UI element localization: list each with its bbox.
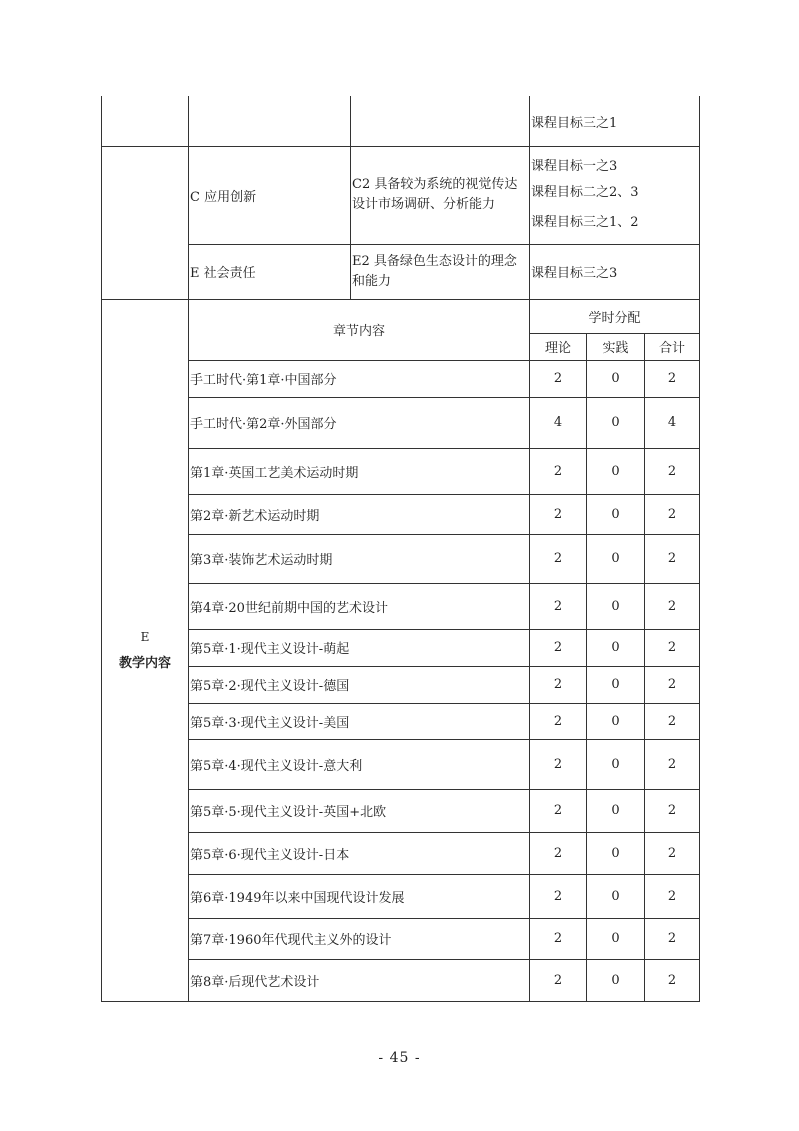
theory-header: 理论	[530, 333, 587, 360]
chapter-name: 第8章·后现代艺术设计	[189, 959, 530, 1001]
total-hours: 2	[645, 789, 700, 832]
target-item: 课程目标三之1	[531, 115, 618, 131]
table-row	[102, 832, 700, 874]
theory-hours: 2	[530, 494, 587, 534]
table-row	[102, 666, 700, 703]
ability-cell: E 社会责任	[189, 244, 351, 299]
requirement-cell	[351, 146, 530, 244]
target-item: 课程目标三之1、2	[531, 215, 639, 230]
table-row	[102, 629, 700, 666]
total-hours: 2	[645, 360, 700, 397]
requirement-cell	[351, 244, 530, 299]
practice-hours: 0	[587, 534, 645, 583]
target-item: 课程目标三之3	[531, 266, 618, 281]
section-label-cell	[102, 299, 189, 1001]
objective-row	[102, 96, 700, 146]
targets-cell	[530, 146, 700, 244]
table-row	[102, 397, 700, 448]
table-row	[102, 874, 700, 918]
total-hours: 4	[645, 397, 700, 448]
header-row	[102, 299, 700, 333]
chapter-header: 章节内容	[189, 299, 530, 360]
theory-hours: 2	[530, 918, 587, 959]
ability-cell: C 应用创新	[189, 146, 351, 244]
blank-cell	[102, 146, 189, 244]
practice-hours: 0	[587, 959, 645, 1001]
chapter-name: 第5章·5·现代主义设计-英国+北欧	[189, 789, 530, 832]
chapter-name: 第6章·1949年以来中国现代设计发展	[189, 874, 530, 918]
requirement-text: C2 具备较为系统的视觉传达设计市场调研、分析能力	[352, 177, 518, 212]
section-title: 教学内容	[118, 655, 171, 671]
theory-hours: 2	[530, 629, 587, 666]
practice-header: 实践	[587, 333, 645, 360]
table-row	[102, 360, 700, 397]
chapter-name: 第5章·3·现代主义设计-美国	[189, 703, 530, 739]
total-hours: 2	[645, 918, 700, 959]
objective-row	[102, 244, 700, 299]
chapter-name: 第3章·装饰艺术运动时期	[189, 534, 530, 583]
chapter-name: 手工时代·第2章·外国部分	[189, 397, 530, 448]
theory-hours: 2	[530, 448, 587, 494]
theory-hours: 2	[530, 789, 587, 832]
theory-hours: 2	[530, 739, 587, 789]
chapter-name: 手工时代·第1章·中国部分	[189, 360, 530, 397]
requirement-cell	[351, 96, 530, 146]
chapter-name: 第5章·1·现代主义设计-萌起	[189, 629, 530, 666]
hours-header: 学时分配	[530, 299, 700, 333]
total-hours: 2	[645, 534, 700, 583]
chapter-name: 第4章·20世纪前期中国的艺术设计	[189, 583, 530, 629]
theory-hours: 2	[530, 832, 587, 874]
chapter-name: 第5章·6·现代主义设计-日本	[189, 832, 530, 874]
blank-cell	[102, 96, 189, 146]
total-hours: 2	[645, 739, 700, 789]
theory-hours: 2	[530, 959, 587, 1001]
theory-hours: 2	[530, 874, 587, 918]
targets-cell	[530, 244, 700, 299]
practice-hours: 0	[587, 448, 645, 494]
total-hours: 2	[645, 494, 700, 534]
practice-hours: 0	[587, 703, 645, 739]
table-row	[102, 534, 700, 583]
practice-hours: 0	[587, 629, 645, 666]
practice-hours: 0	[587, 583, 645, 629]
practice-hours: 0	[587, 360, 645, 397]
table-row	[102, 448, 700, 494]
theory-hours: 4	[530, 397, 587, 448]
theory-hours: 2	[530, 703, 587, 739]
practice-hours: 0	[587, 397, 645, 448]
chapter-name: 第2章·新艺术运动时期	[189, 494, 530, 534]
course-table	[101, 96, 700, 1002]
total-hours: 2	[645, 703, 700, 739]
section-code: E	[140, 629, 150, 644]
theory-hours: 2	[530, 583, 587, 629]
practice-hours: 0	[587, 789, 645, 832]
practice-hours: 0	[587, 494, 645, 534]
theory-hours: 2	[530, 360, 587, 397]
target-item: 课程目标二之2、3	[531, 185, 639, 200]
chapter-name: 第1章·英国工艺美术运动时期	[189, 448, 530, 494]
total-header: 合计	[645, 333, 700, 360]
objective-row	[102, 146, 700, 244]
total-hours: 2	[645, 666, 700, 703]
total-hours: 2	[645, 583, 700, 629]
table-row	[102, 494, 700, 534]
chapter-name: 第5章·4·现代主义设计-意大利	[189, 739, 530, 789]
table-row	[102, 703, 700, 739]
theory-hours: 2	[530, 534, 587, 583]
requirement-text: E2 具备绿色生态设计的理念和能力	[352, 253, 517, 289]
ability-cell	[189, 96, 351, 146]
total-hours: 2	[645, 874, 700, 918]
practice-hours: 0	[587, 918, 645, 959]
chapter-name: 第5章·2·现代主义设计-德国	[189, 666, 530, 703]
table-row	[102, 789, 700, 832]
practice-hours: 0	[587, 739, 645, 789]
practice-hours: 0	[587, 832, 645, 874]
targets-cell	[530, 96, 700, 146]
practice-hours: 0	[587, 666, 645, 703]
table-row	[102, 959, 700, 1001]
total-hours: 2	[645, 832, 700, 874]
total-hours: 2	[645, 959, 700, 1001]
total-hours: 2	[645, 629, 700, 666]
target-item: 课程目标一之3	[531, 159, 618, 174]
blank-cell	[102, 244, 189, 299]
theory-hours: 2	[530, 666, 587, 703]
total-hours: 2	[645, 448, 700, 494]
page-number: - 45 -	[378, 1050, 421, 1066]
practice-hours: 0	[587, 874, 645, 918]
chapter-name: 第7章·1960年代现代主义外的设计	[189, 918, 530, 959]
table-row	[102, 918, 700, 959]
table-row	[102, 583, 700, 629]
table-row	[102, 739, 700, 789]
